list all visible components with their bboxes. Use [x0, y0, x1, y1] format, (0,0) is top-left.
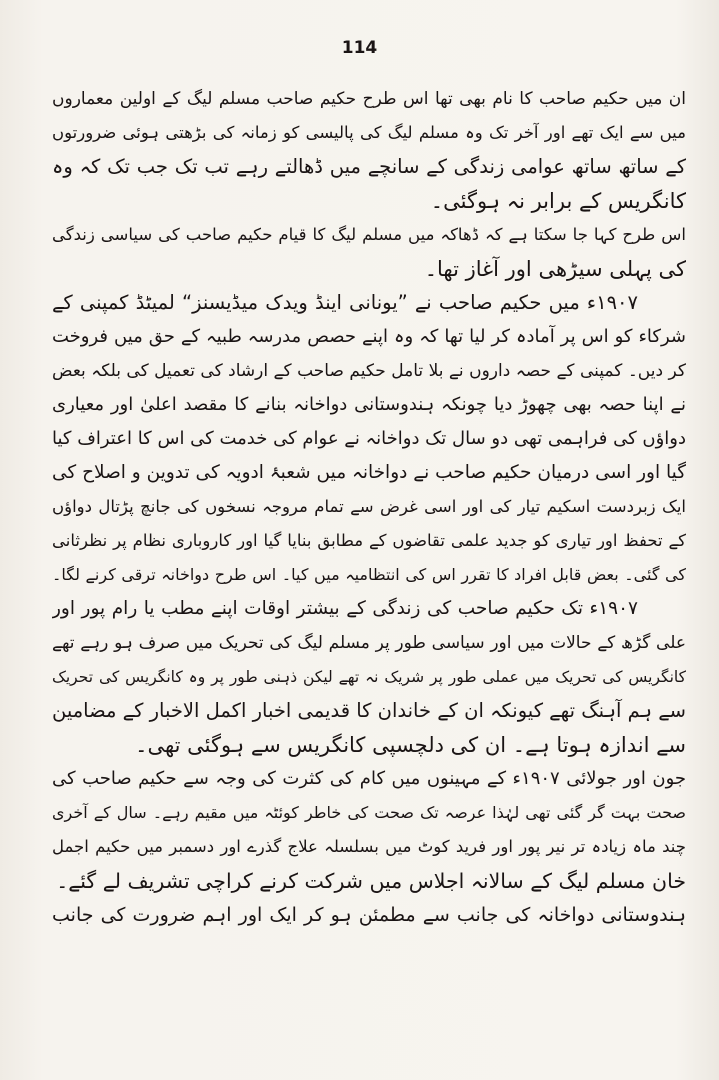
text-line: کے تحفظ اور تیاری کو جدید علمی تقاضوں کے مطابق بنایا گیا اور کاروباری نظام پر نظرثانی — [52, 531, 686, 550]
text-line: ایک زبردست اسکیم تیار کی اور اسی غرض سے تمام مروجہ نسخوں کی جانچ پڑتال دواؤں — [52, 497, 686, 516]
text-line: اس طرح کہا جا سکتا ہے کہ ڈھاکہ میں مسلم لیگ کا قیام حکیم صاحب کی سیاسی زندگی — [52, 225, 686, 244]
text-line: جون اور جولائی ۱۹۰۷ء کے مہینوں میں کام کی کثرت کی وجہ سے حکیم صاحب کی — [52, 768, 686, 789]
page-number: 114 — [341, 38, 378, 58]
text-line: سے اندازہ ہوتا ہے۔ ان کی دلچسپی کانگریس سے ہوگئی تھی۔ — [135, 733, 686, 757]
text-line: صحت بہت گر گئی تھی لہٰذا عرصہ تک صحت کی خاطر کوئٹہ میں مقیم رہے۔ سال کے آخری — [52, 803, 686, 822]
text-line: دواؤں کی فراہمی تھی دو سال تک دواخانہ نے عوام کی خدمت کی اس کا اعتراف کیا — [52, 428, 686, 449]
text-line: کے ساتھ ساتھ عوامی زندگی کے سانچے میں ڈھالتے رہے تب تک جب تک کہ وہ — [52, 155, 686, 178]
text-line: کانگریس کے برابر نہ ہوگئی۔ — [430, 189, 686, 213]
text-line: ۱۹۰۷ء تک حکیم صاحب کی زندگی کے بیشتر اوقات اپنے مطب یا رام پور اور — [52, 598, 638, 619]
text-line: کانگریس کی تحریک میں عملی طور پر شریک نہ تھے لیکن ذہنی طور پر وہ کانگریس کی تحریک — [52, 668, 686, 686]
text-line: کر دیں۔ کمپنی کے حصہ داروں نے بلا تامل حکیم صاحب کے ارشاد کی تعمیل کی بلکہ بعض — [52, 361, 686, 381]
text-line: ان میں حکیم صاحب کا نام بھی تھا اس طرح حکیم صاحب مسلم لیگ کے اولین معماروں — [52, 89, 686, 109]
text-line: علی گڑھ کے حالات میں اور سیاسی طور پر مسلم لیگ کی تحریک میں صرف ہو رہے تھے — [52, 633, 686, 653]
text-line: میں سے ایک تھے اور آخر تک وہ مسلم لیگ کی پالیسی کو زمانہ کی بڑھتی ہوئی ضرورتوں — [52, 123, 686, 142]
text-line: کی پہلی سیڑھی اور آغاز تھا۔ — [424, 257, 686, 281]
text-line: ۱۹۰۷ء میں حکیم صاحب نے ”یونانی اینڈ ویدک میڈیسنز“ لمیٹڈ کمپنی کے — [52, 291, 638, 314]
text-line: چند ماہ زیادہ تر نیر پور اور فرید کوٹ میں بسلسلہ علاج گذرے اور دسمبر میں حکیم اجمل — [52, 837, 686, 856]
text-line: خان مسلم لیگ کے سالانہ اجلاس میں شرکت کرنے کراچی تشریف لے گئے۔ — [56, 869, 686, 893]
body-text — [52, 82, 686, 932]
text-line: کی گئی۔ بعض قابل افراد کا تقرر اس کی انتظامیہ میں کیا۔ اس طرح دواخانہ ترقی کرنے لگا۔ — [52, 565, 686, 584]
text-line: ہندوستانی دواخانہ کی جانب سے مطمئن ہو کر ایک اور اہم ضرورت کی جانب — [52, 904, 686, 926]
text-line: سے ہم آہنگ تھے کیونکہ ان کے خاندان کا قدیمی اخبار اکمل الاخبار کے مضامین — [52, 699, 686, 722]
text-line: شرکاء کو اس پر آمادہ کر لیا تھا کہ وہ اپنے حصص مدرسہ طبیہ کے حق میں فروخت — [52, 326, 686, 347]
text-line: نے اپنا حصہ بھی چھوڑ دیا چونکہ ہندوستانی دواخانہ بنانے کا مقصد اعلیٰ اور معیاری — [52, 394, 686, 415]
text-line: گیا اور اسی درمیان حکیم صاحب نے دواخانہ میں شعبۂ ادویہ کی تدوین و اصلاح کی — [52, 462, 686, 483]
